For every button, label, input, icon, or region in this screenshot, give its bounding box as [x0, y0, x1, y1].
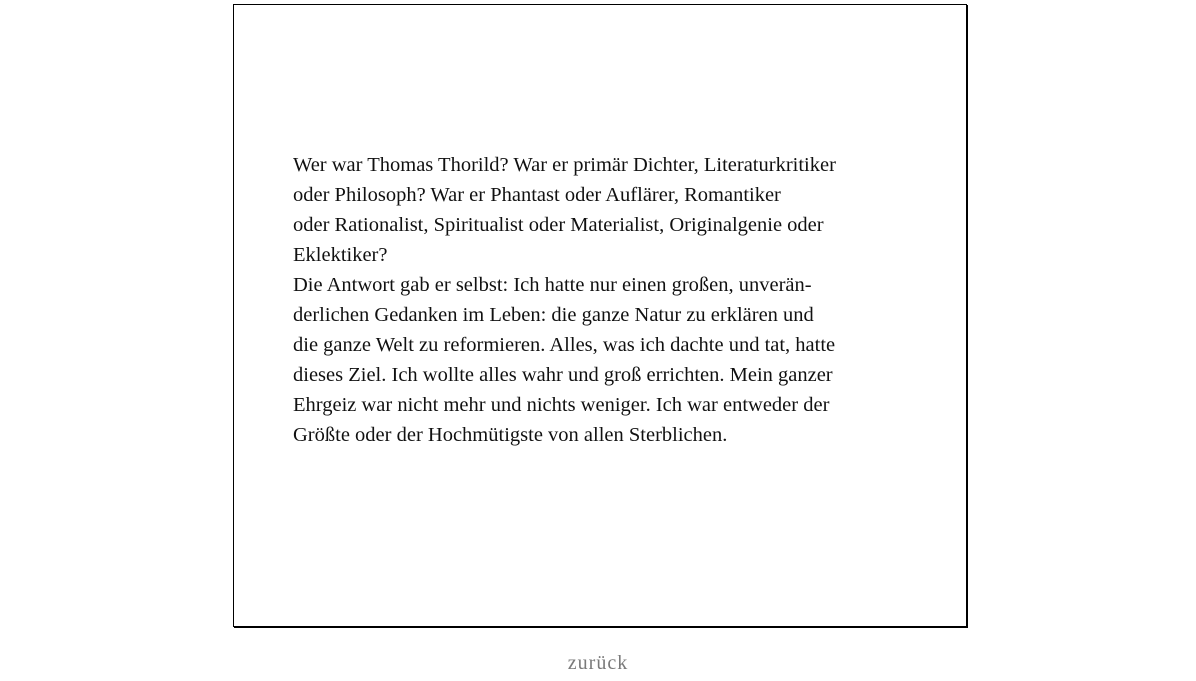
- text-line: Eklektiker?: [293, 244, 388, 266]
- text-line: Die Antwort gab er selbst: Ich hatte nur einen großen, unverän-: [293, 274, 812, 296]
- back-link[interactable]: zurück: [567, 652, 629, 674]
- body-text: [293, 150, 933, 450]
- text-line: dieses Ziel. Ich wollte alles wahr und groß errichten. Mein ganzer: [293, 364, 833, 386]
- text-frame: [233, 4, 967, 627]
- text-line: Größte oder der Hochmütigste von allen Sterblichen.: [293, 424, 728, 446]
- text-line: die ganze Welt zu reformieren. Alles, was ich dachte und tat, hatte: [293, 334, 836, 356]
- text-line: Wer war Thomas Thorild? War er primär Dichter, Literaturkritiker: [293, 154, 836, 176]
- text-line: derlichen Gedanken im Leben: die ganze Natur zu erklären und: [293, 304, 814, 326]
- text-line: oder Rationalist, Spiritualist oder Materialist, Originalgenie oder: [293, 214, 824, 236]
- text-line: Ehrgeiz war nicht mehr und nichts weniger. Ich war entweder der: [293, 394, 830, 416]
- text-line: oder Philosoph? War er Phantast oder Auflärer, Romantiker: [293, 184, 781, 206]
